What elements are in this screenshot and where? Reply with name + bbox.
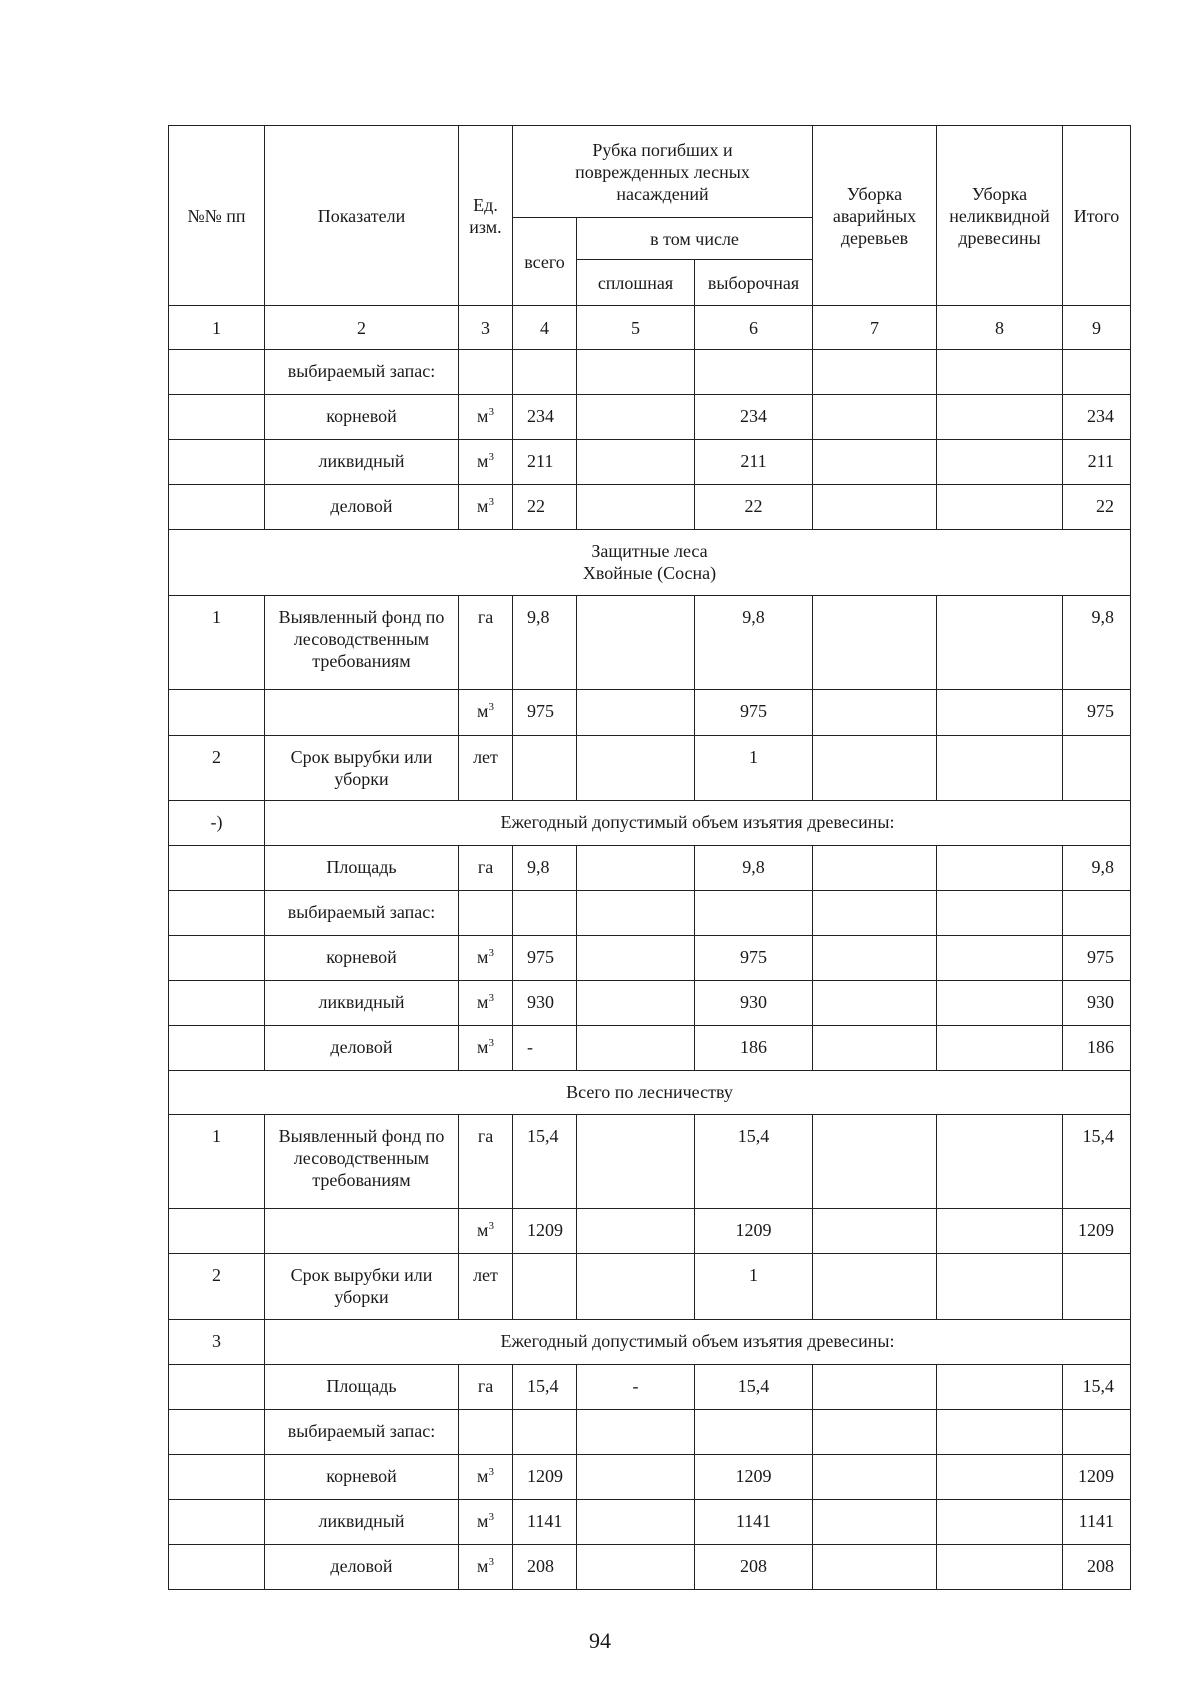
unit-years: лет [459, 1254, 513, 1320]
label-stock: выбираемый запас: [265, 891, 459, 936]
value-total: - [513, 1026, 577, 1071]
table-row [169, 981, 1131, 1026]
value-total: 975 [513, 936, 577, 981]
label-area: Площадь [265, 1365, 459, 1410]
table-row [169, 690, 1131, 736]
value-selective: 15,4 [695, 1365, 813, 1410]
colnum-6: 6 [695, 306, 813, 350]
table-row [169, 1500, 1131, 1545]
label-liquid: ликвидный [265, 440, 459, 485]
unit-years: лет [459, 736, 513, 801]
table-row [169, 891, 1131, 936]
unit-m3: $м^3$ [459, 1026, 513, 1071]
value-total: 208 [513, 1545, 577, 1590]
label-annual: Ежегодный допустимый объем изъятия древесины: [265, 1320, 1131, 1365]
value-selective: 1 [695, 736, 813, 801]
value-itogo: 1209 [1063, 1209, 1131, 1254]
table-row [169, 440, 1131, 485]
value-itogo: 15,4 [1063, 1365, 1131, 1410]
label-annual: Ежегодный допустимый объем изъятия древесины: [265, 801, 1131, 846]
table-row [169, 846, 1131, 891]
unit-m3: $м^3$ [459, 936, 513, 981]
unit-m3: $м^3$ [459, 981, 513, 1026]
colnum-7: 7 [813, 306, 937, 350]
value-total: 1209 [513, 1455, 577, 1500]
label-root: корневой [265, 1455, 459, 1500]
value-itogo: 234 [1063, 395, 1131, 440]
label-stock: выбираемый запас: [265, 1410, 459, 1455]
colnum-4: 4 [513, 306, 577, 350]
table-row [169, 1209, 1131, 1254]
unit-m3: $м^3$ [459, 485, 513, 530]
value-total: 930 [513, 981, 577, 1026]
value-total: 9,8 [513, 846, 577, 891]
value-selective: 1209 [695, 1209, 813, 1254]
value-itogo: 1209 [1063, 1455, 1131, 1500]
row-number: 1 [169, 1115, 265, 1209]
value-total: 1141 [513, 1500, 577, 1545]
header-unit: Ед. изм. [459, 126, 513, 306]
unit-m3: $м^3$ [459, 690, 513, 736]
table-row [169, 936, 1131, 981]
label-term: Срок вырубки или уборки [265, 1254, 459, 1320]
value-total: 1209 [513, 1209, 577, 1254]
value-itogo: 1141 [1063, 1500, 1131, 1545]
unit-ha: га [459, 596, 513, 690]
unit-ha: га [459, 1365, 513, 1410]
label-root: корневой [265, 395, 459, 440]
row-number: 2 [169, 1254, 265, 1320]
table-row [169, 485, 1131, 530]
value-itogo: 186 [1063, 1026, 1131, 1071]
header-itogo: Итого [1063, 126, 1131, 306]
label-liquid: ликвидный [265, 1500, 459, 1545]
section-header [169, 1071, 1131, 1115]
table-row [169, 1026, 1131, 1071]
label-business: деловой [265, 1026, 459, 1071]
unit-ha: га [459, 846, 513, 891]
value-total: 9,8 [513, 596, 577, 690]
label-business: деловой [265, 485, 459, 530]
value-itogo: 211 [1063, 440, 1131, 485]
value-total: 234 [513, 395, 577, 440]
value-selective: 1 [695, 1254, 813, 1320]
value-total: 22 [513, 485, 577, 530]
table-row [169, 1254, 1131, 1320]
header-num: №№ пп [169, 126, 265, 306]
label-business: деловой [265, 1545, 459, 1590]
value-itogo: 9,8 [1063, 846, 1131, 891]
value-itogo: 930 [1063, 981, 1131, 1026]
row-number: 3 [169, 1320, 265, 1365]
colnum-3: 3 [459, 306, 513, 350]
table-row [169, 1115, 1131, 1209]
table-row [169, 1320, 1131, 1365]
value-selective: 9,8 [695, 846, 813, 891]
value-selective: 930 [695, 981, 813, 1026]
colnum-5: 5 [577, 306, 695, 350]
value-total: 211 [513, 440, 577, 485]
label-area: Площадь [265, 846, 459, 891]
value-itogo: 15,4 [1063, 1115, 1131, 1209]
table-row [169, 596, 1131, 690]
label-term: Срок вырубки или уборки [265, 736, 459, 801]
value-total: 975 [513, 690, 577, 736]
header-illiquid: Уборка неликвидной древесины [937, 126, 1063, 306]
value-selective: 15,4 [695, 1115, 813, 1209]
label-fund: Выявленный фонд по лесоводственным требованиям [265, 596, 459, 690]
table-row [169, 1410, 1131, 1455]
section-title-protective: Защитные леса Хвойные (Сосна) [169, 530, 1131, 596]
value-selective: 1209 [695, 1455, 813, 1500]
value-selective: 234 [695, 395, 813, 440]
value-itogo: 9,8 [1063, 596, 1131, 690]
row-number: 2 [169, 736, 265, 801]
table-row [169, 395, 1131, 440]
colnum-1: 1 [169, 306, 265, 350]
row-number: 1 [169, 596, 265, 690]
table-row [169, 801, 1131, 846]
section-header [169, 530, 1131, 596]
value-selective: 1141 [695, 1500, 813, 1545]
header-total: всего [513, 218, 577, 306]
unit-m3: $м^3$ [459, 440, 513, 485]
row-number: -) [169, 801, 265, 846]
unit-m3: $м^3$ [459, 395, 513, 440]
table-row [169, 1545, 1131, 1590]
table-row [169, 1365, 1131, 1410]
colnum-8: 8 [937, 306, 1063, 350]
table-row [169, 350, 1131, 395]
label-fund: Выявленный фонд по лесоводственным требованиям [265, 1115, 459, 1209]
unit-m3: $м^3$ [459, 1545, 513, 1590]
label-root: корневой [265, 936, 459, 981]
value-itogo: 975 [1063, 936, 1131, 981]
value-selective: 9,8 [695, 596, 813, 690]
unit-ha: га [459, 1115, 513, 1209]
label-stock: выбираемый запас: [265, 350, 459, 395]
value-total: 15,4 [513, 1115, 577, 1209]
value-selective: 22 [695, 485, 813, 530]
value-selective: 186 [695, 1026, 813, 1071]
header-emergency: Уборка аварийных деревьев [813, 126, 937, 306]
value-itogo: 22 [1063, 485, 1131, 530]
value-selective: 211 [695, 440, 813, 485]
header-felling: Рубка погибших и поврежденных лесных насаждений [513, 126, 813, 218]
value-clear: - [577, 1365, 695, 1410]
value-selective: 975 [695, 690, 813, 736]
forest-felling-table [168, 125, 1131, 1590]
header-including: в том числе [577, 218, 813, 260]
value-itogo: 975 [1063, 690, 1131, 736]
colnum-2: 2 [265, 306, 459, 350]
section-title-total: Всего по лесничеству [169, 1071, 1131, 1115]
table-row [169, 736, 1131, 801]
header-clear: сплошная [577, 260, 695, 306]
page-number: 94 [589, 1628, 611, 1653]
table-row [169, 1455, 1131, 1500]
value-itogo: 208 [1063, 1545, 1131, 1590]
value-total: 15,4 [513, 1365, 577, 1410]
unit-m3: $м^3$ [459, 1455, 513, 1500]
unit-m3: $м^3$ [459, 1209, 513, 1254]
unit-m3: $м^3$ [459, 1500, 513, 1545]
header-indicators: Показатели [265, 126, 459, 306]
value-selective: 208 [695, 1545, 813, 1590]
colnum-9: 9 [1063, 306, 1131, 350]
label-liquid: ликвидный [265, 981, 459, 1026]
value-selective: 975 [695, 936, 813, 981]
header-selective: выборочная [695, 260, 813, 306]
